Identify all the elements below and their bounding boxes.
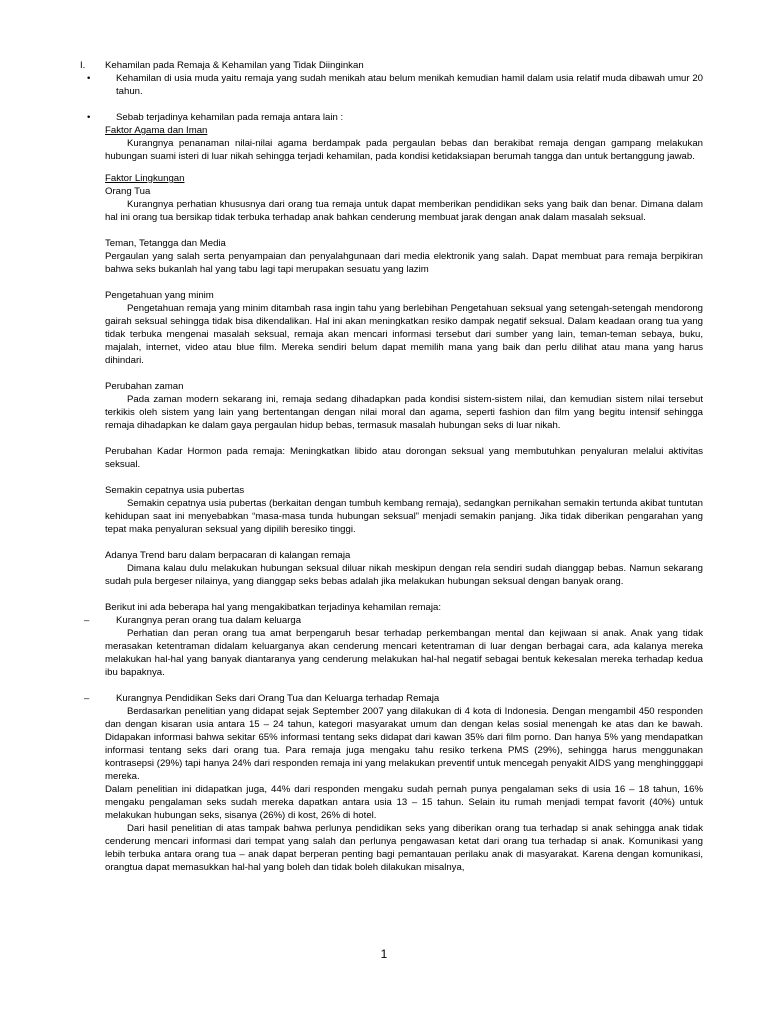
- bullet-icon: •: [87, 73, 91, 84]
- paragraph-berikut: Berikut ini ada beberapa hal yang mengakibatkan terjadinya kehamilan remaja:: [105, 602, 441, 613]
- heading-faktor-lingkungan: Faktor Lingkungan: [105, 173, 185, 184]
- list-item: [84, 614, 703, 627]
- bullet-text-definition: Kehamilan di usia muda yaitu remaja yang sudah menikah atau belum menikah kemudian hamil dalam usia relatif muda dibawah umur 20 tahun.: [116, 73, 703, 97]
- heading-pengetahuan: Pengetahuan yang minim: [105, 290, 214, 301]
- heading-teman: Teman, Tetangga dan Media: [105, 238, 226, 249]
- list-item: [84, 692, 703, 705]
- page-number: 1: [380, 947, 388, 961]
- list-item: [87, 111, 703, 124]
- heading-peran: Kurangnya peran orang tua dalam keluarga: [116, 615, 302, 626]
- heading-pubertas: Semakin cepatnya usia pubertas: [105, 485, 245, 496]
- paragraph-pubertas: Semakin cepatnya usia pubertas (berkaitan dengan tumbuh kembang remaja), sedangkan pernikahan semakin tertunda akibat tuntutan kehidupan saat ini menyebabkan “masa-masa tunda hubungan seksual” menjadi semakin panjang. Jika tidak diberikan pengarahan yang tepat maka penyaluran seksual yang dipilih beresiko tinggi.: [105, 498, 703, 535]
- bullet-icon: •: [87, 112, 91, 123]
- bullet-text-causes: Sebab terjadinya kehamilan pada remaja antara lain :: [116, 112, 344, 123]
- paragraph-penelitian-2: Dalam penelitian ini didapatkan juga, 44% dari responden mengaku sudah pernah punya pengalaman seks di usia 16 – 18 tahun, 16% mengaku pengalaman seks sudah mereka dapatkan antara usia 13 – 15 tahun. Selain itu rumah menjadi tempat favorit (40%) untuk melakukan hubungan seks, sisanya (26%) di kost, 26% di hotel.: [105, 784, 703, 821]
- heading-pendidikan: Kurangnya Pendidikan Seks dari Orang Tua dan Keluarga terhadap Remaja: [116, 693, 440, 704]
- document-body: [84, 59, 703, 874]
- dash-marker: –: [84, 615, 90, 626]
- list-item: [87, 72, 703, 98]
- paragraph-zaman: Pada zaman modern sekarang ini, remaja sedang dihadapkan pada kondisi sistem-sistem nilai, dan kemudian sistem nilai tersebut terkikis oleh sistem yang lain yang bertentangan dengan nilai moral dan agama, seperti fashion dan film yang begitu intensif sehingga remaja dihadapkan ke dalam gaya pergaulan hidup bebas, termasuk masalah hubungan seks di luar nikah.: [105, 394, 703, 431]
- paragraph-trend: Dimana kalau dulu melakukan hubungan seksual diluar nikah meskipun dengan rela sendiri sudah dianggap bebas. Namun sekarang sudah pula bergeser nilainya, yang dianggap seks bebas adalah jika melakukan hubungan seksual dengan banyak orang.: [105, 563, 703, 587]
- section-title: Kehamilan pada Remaja & Kehamilan yang Tidak Diinginkan: [105, 60, 364, 71]
- heading-trend: Adanya Trend baru dalam berpacaran di kalangan remaja: [105, 550, 351, 561]
- paragraph-hormon: Perubahan Kadar Hormon pada remaja: Meningkatkan libido atau dorongan seksual yang membutuhkan penyaluran melalui aktivitas seksual.: [105, 446, 703, 470]
- paragraph-penelitian-1: Berdasarkan penelitian yang didapat sejak September 2007 yang dilakukan di 4 kota di Indonesia. Dengan mengambil 450 responden dan dengan kisaran usia antara 15 – 24 tahun, kategori masyarakat umum dan dengan kelas sosial menengah ke atas dan ke bawah. Didapakan informasi bahwa sekitar 65% informasi tentang seks didapat dari kawan 35% dari film porno. Dan hanya 5% yang mendapatkan informasi tentang seks dari orang tua. Para remaja juga mengaku tahu resiko terkena PMS (29%), sehingga harus menggunakan kontrasepsi (29%) tapi hanya 24% dari responden remaja ini yang melakukan preventif untuk mencegah penyakit AIDS yang menghingggapi mereka.: [105, 706, 703, 782]
- heading-faktor-agama: Faktor Agama dan Iman: [105, 125, 208, 136]
- dash-marker: –: [84, 693, 90, 704]
- paragraph-pengetahuan: Pengetahuan remaja yang minim ditambah rasa ingin tahu yang berlebihan Pengetahuan seksual yang setengah-setengah mendorong gairah seksual sehingga tidak bisa dikendalikan. Hal ini akan meningkatkan resiko dampak negatif seksual. Dalam keadaan orang tua yang tidak terbuka mengenai masalah seksual, remaja akan mencari informasi tersebut dari sumber yang lain, teman-teman sebaya, buku, majalah, internet, video atau blue film. Mereka sendiri belum dapat memilih mana yang baik dan perlu dilihat atau mana yang harus dihindari.: [105, 303, 703, 366]
- section-number: I.: [80, 60, 86, 71]
- paragraph-teman: Pergaulan yang salah serta penyampaian dan penyalahgunaan dari media elektronik yang salah. Dapat membuat para remaja berpikiran bahwa seks bukanlah hal yang tabu lagi tapi merupakan sesuatu yang lazim: [105, 251, 703, 275]
- paragraph-agama: Kurangnya penanaman nilai-nilai agama berdampak pada pergaulan bebas dan berakibat remaja dengan gampang melakukan hubungan suami isteri di luar nikah sehingga terjadi kehamilan, pada kondisi ketidaksiapan berumah tangga dan untuk bertanggung jawab.: [105, 138, 703, 162]
- heading-orang-tua: Orang Tua: [105, 186, 151, 197]
- heading-zaman: Perubahan zaman: [105, 381, 184, 392]
- paragraph-peran: Perhatian dan peran orang tua amat berpengaruh besar terhadap perkembangan mental dan kejiwaan si anak. Anak yang tidak merasakan ketentraman didalam keluarganya akan cenderung mencari ketentraman di luar dengan berbagai cara, ada kalanya mereka melakukan hal-hal yang banyak diantaranya yang cenderung melakukan hal-hal negatif sebagai bentuk kekesalan mereka terhadap kedua ibu bapaknya.: [105, 628, 703, 678]
- paragraph-hasil: Dari hasil penelitian di atas tampak bahwa perlunya pendidikan seks yang diberikan orang tua terhadap si anak sehingga anak tidak cenderung mencari informasi dari tempat yang salah dan perlunya pengawasan ketat dari orang tua terhadap si anak. Komunikasi yang lebih terbuka antara orang tua – anak dapat berperan penting bagi pemantauan perilaku anak di masyarakat. Karena dengan komunikasi, orangtua dapat memasukkan hal-hal yang boleh dan tidak boleh dilakukan misalnya,: [105, 823, 703, 873]
- paragraph-orang-tua: Kurangnya perhatian khususnya dari orang tua remaja untuk dapat memberikan pendidikan seks yang baik dan benar. Dimana dalam hal ini orang tua bersikap tidak terbuka terhadap anak bahkan cenderung membuat jarak dengan anak dalam masalah seksual.: [105, 199, 703, 223]
